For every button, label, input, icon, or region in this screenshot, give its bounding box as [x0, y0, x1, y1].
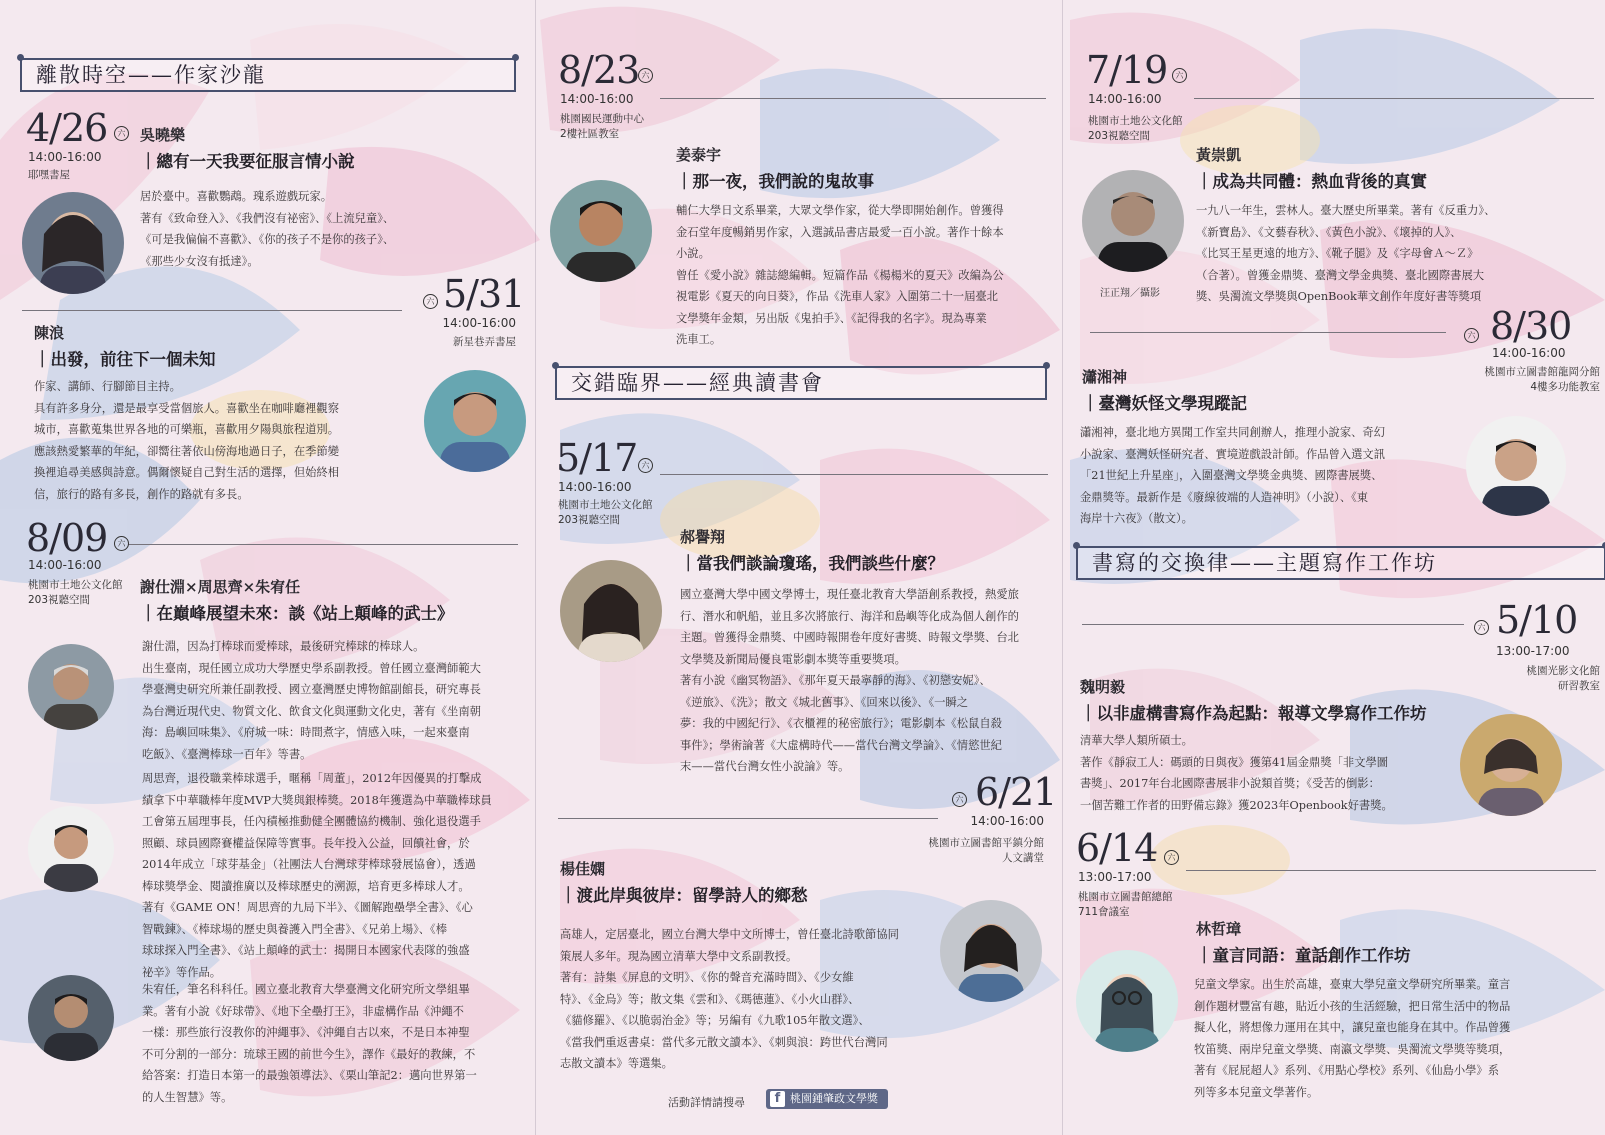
speaker-bio: 一九八一年生，雲林人。臺大歷史所畢業。著有《反重力》、 《新寶島》、《文藝春秋》、《黃色小說》、《壞掉的人》、 《比冥王星更遠的地方》、《靴子腿》及《字母會Ａ～Ｚ》 （合著）。曾獲金鼎獎、臺灣文學金典獎、臺北國際書展大 獎、吳濁流文學獎與OpenBook華文創作年度好書等獎項 — [1196, 204, 1496, 303]
event-time: 13:00-17:00 — [1496, 644, 1570, 658]
event-topic: ｜總有一天我要征服言情小說 — [140, 152, 355, 171]
speaker-name: 林哲璋 — [1196, 920, 1242, 938]
event-time: 14:00-16:00 — [558, 480, 632, 494]
speaker-photo — [22, 192, 124, 294]
event-time: 14:00-16:00 — [1492, 346, 1566, 360]
weekday-badge: 六 — [1474, 620, 1489, 635]
event-venue: 桃園光影文化館 研習教室 — [1526, 665, 1600, 692]
event-date: 8/23 — [558, 48, 640, 92]
weekday-badge: 六 — [638, 68, 653, 83]
event-topic: ｜在巔峰展望未來：談《站上顛峰的武士》 — [140, 604, 454, 623]
event-venue: 桃園市土地公文化館 203視聽空間 — [558, 499, 653, 526]
event-topic: ｜那一夜，我們說的鬼故事 — [676, 172, 874, 191]
event-date: 4/26 — [26, 106, 108, 150]
event-venue: 桃園市立圖書館龍岡分館 4樓多功能教室 — [1484, 366, 1600, 393]
facebook-link[interactable] — [766, 1089, 888, 1109]
divider — [1082, 624, 1464, 625]
speaker-name: 楊佳嫻 — [560, 860, 606, 878]
speaker-bio: 居於臺中。喜歡鸚鵡。瑰系遊戲玩家。 著有《致命登入》、《我們沒有祕密》、《上流兒童》、 《可是我偏偏不喜歡》、《你的孩子不是你的孩子》、 《那些少女沒有抵達》。 — [140, 190, 395, 268]
speaker-bio: 輔仁大學日文系畢業，大眾文學作家，從大學即開始創作。曾獲得 金石堂年度暢銷男作家，入選誠品書店最愛一百小說。著作十餘本 小說。 曾任《愛小說》雜誌總編輯。短篇作品《楊楊米的夏天》改編為公 視電影《夏天的向日葵》，作品《洗車人家》入圍第二十一屆臺北 文學獎年金類，另出版《鬼拍手》、《記得我的名字》。現為專業 洗車工。 — [676, 204, 1004, 346]
divider — [1194, 98, 1594, 99]
facebook-icon: f — [770, 1091, 785, 1107]
event-date: 5/17 — [556, 436, 638, 480]
speaker-name: 謝仕淵×周思齊×朱宥任 — [140, 578, 301, 596]
facebook-page-name: 桃園鍾肇政文學獎 — [790, 1092, 878, 1105]
event-topic: ｜童言同語：童話創作工作坊 — [1196, 946, 1411, 965]
event-date: 6/21 — [975, 770, 1057, 814]
speaker-photo — [28, 806, 114, 892]
weekday-badge: 六 — [638, 458, 653, 473]
event-time: 14:00-16:00 — [28, 150, 102, 164]
weekday-badge: 六 — [1172, 68, 1187, 83]
speaker-bio: 謝仕淵，因為打棒球而愛棒球，最後研究棒球的棒球人。 出生臺南，現任國立成功大學歷史學系副教授。曾任國立臺灣師範大 學臺灣史研究所兼任副教授、國立臺灣歷史博物館副館長，研究專長 為台灣近現代史、物質文化、飲食文化與運動文化史，著有《坐南朝 海：島嶼回味集》、《府城一味：時間煮字，情感入味，一起來臺南 吃飯》、《臺灣棒球一百年》等書。 — [142, 640, 481, 761]
event-venue: 桃園市土地公文化館 203視聽空間 — [1088, 115, 1183, 142]
event-time: 14:00-16:00 — [970, 814, 1044, 828]
speaker-name: 吳曉樂 — [140, 126, 186, 144]
section-title-salon: 離散時空——作家沙龍 — [20, 58, 516, 92]
event-date: 8/09 — [26, 516, 108, 560]
divider — [1186, 870, 1596, 871]
speaker-bio: 國立臺灣大學中國文學博士，現任臺北教育大學語創系教授，熱愛旅 行、潛水和帆船，並且多次將旅行、海洋和島嶼等化成為個人創作的 主題。曾獲得金鼎獎、中國時報開卷年度好書獎、時報文學獎、台北 文學獎及新聞局優良電影劇本獎等重要獎項。 著有小說《幽冥物語》、《那年夏天最寧靜的海》、《初戀安妮》、 《逆旅》、《洗》；散文《城北舊事》、《回來以後》、《一瞬之 夢：我的中國紀行》、《衣櫃裡的秘密旅行》；電影劇本《松鼠自殺 事件》；學術論著《大虛構時代——當代台灣文學論》、《情慾世紀 末——當代台灣女性小說論》等。 — [680, 588, 1019, 773]
event-venue: 耶嘿書屋 — [28, 169, 70, 181]
section-title-workshop: 書寫的交換律——主題寫作工作坊 — [1076, 546, 1605, 580]
event-time: 14:00-16:00 — [28, 558, 102, 572]
speaker-photo — [1466, 416, 1566, 516]
speaker-bio: 兒童文學家。出生於高雄，臺東大學兒童文學研究所畢業。童言 創作題材豐富有趣，貼近小孩的生活經驗，把日常生活中的物品 擬人化，將想像力運用在其中，讓兒童也能身在其中。作品曾獲 牧笛獎、兩岸兒童文學獎、南瀛文學獎、吳濁流文學獎等獎項， 著有《屁屁超人》系列、《用點心學校》系列、《仙島小學》系 列等多本兒童文學著作。 — [1194, 978, 1511, 1099]
event-venue: 桃園市立圖書館平鎮分館 人文講堂 — [928, 837, 1044, 864]
speaker-photo — [940, 900, 1042, 1002]
event-date: 7/19 — [1086, 48, 1168, 92]
speaker-name: 魏明毅 — [1080, 678, 1126, 696]
photo-credit: 汪正翔／攝影 — [1100, 288, 1160, 299]
event-date: 5/10 — [1496, 598, 1578, 642]
speaker-bio: 朱宥任，筆名科科任。國立臺北教育大學臺灣文化研究所文學組畢 業。著有小說《好球帶》、《地下全壘打王》，非虛構作品《沖繩不 一樣：那些旅行沒教你的沖繩事》、《沖繩自古以來，不是日本神聖 不可分割的一部分：琉球王國的前世今生》，譯作《最好的教練，不 給答案：打造日本第一的最強領導法》、《栗山筆記2：邁向世界第一 的人生智慧》等。 — [142, 983, 477, 1104]
speaker-bio: 周思齊，退役職業棒球選手，暱稱「周董」，2012年因優異的打擊成 績拿下中華職棒年度MVP大獎與銀棒獎。2018年獲選為中華職棒球員 工會第五屆理事長，任內積極推動健全團體協約機制、強化退役選手 照顧、球員國際賽權益保障等實事。長年投入公益，回饋社會，於 2014年成立「球芽基金」（社團法人台灣球芽棒球發展協會），透過 棒球獎學金、閱讀推廣以及棒球歷史的溯源，培育更多棒球人才。 著有《GAME ON！周思齊的九局下半》、《圖解跑壘學全書》、《心 智戰鍊》、《棒球場的歷史與養護入門全書》、《兄弟上場》、《棒 球球探入門全書》、《站上顛峰的武士：揭開日本國家代表隊的強盛 祕辛》等作品。 — [142, 772, 492, 979]
event-time: 14:00-16:00 — [1088, 92, 1162, 106]
event-time: 14:00-16:00 — [442, 316, 516, 330]
event-date: 5/31 — [443, 272, 525, 316]
speaker-name: 郝譽翔 — [680, 528, 726, 546]
divider — [22, 310, 402, 311]
weekday-badge: 六 — [1464, 328, 1479, 343]
event-venue: 桃園國民運動中心 2樓社區教室 — [560, 113, 644, 140]
weekday-badge: 六 — [423, 294, 438, 309]
divider — [558, 818, 938, 819]
speaker-bio: 清華大學人類所碩士。 著作《靜寂工人：碼頭的日與夜》獲第41屆金鼎獎「非文學圖 書獎」、2017年台北國際書展非小說類首獎；《受苦的倒影： 一個苦難工作者的田野備忘錄》獲2023年Openbook好書獎。 — [1080, 734, 1393, 812]
divider — [1090, 332, 1446, 333]
event-venue: 桃園市立圖書館總館 711會議室 — [1078, 891, 1173, 918]
event-topic: ｜成為共同體：熱血背後的真實 — [1196, 172, 1427, 191]
event-topic: ｜臺灣妖怪文學現蹤記 — [1082, 394, 1247, 413]
weekday-badge: 六 — [952, 792, 967, 807]
divider — [128, 544, 518, 545]
fold-line — [1062, 0, 1063, 1135]
event-time: 13:00-17:00 — [1078, 870, 1152, 884]
speaker-name: 姜泰宇 — [676, 146, 722, 164]
speaker-photo — [1460, 714, 1562, 816]
speaker-photo — [1082, 170, 1184, 272]
section-title-reading: 交錯臨界——經典讀書會 — [555, 366, 1047, 400]
weekday-badge: 六 — [114, 536, 129, 551]
weekday-badge: 六 — [1164, 850, 1179, 865]
speaker-bio: 瀟湘神，臺北地方異聞工作室共同創辦人，推理小說家、奇幻 小說家、臺灣妖怪研究者、實境遊戲設計師。作品曾入選文訊 「21世紀上升星座」，入圍臺灣文學獎金典獎、國際書展獎、 金鼎獎等。最新作是《廢線彼端的人造神明》（小說）、《東 海岸十六夜》（散文）。 — [1080, 426, 1386, 525]
speaker-photo — [28, 975, 114, 1061]
speaker-bio: 高雄人，定居臺北，國立台灣大學中文所博士，曾任臺北詩歌節協同 策展人多年。現為國立清華大學中文系副教授。 著有：詩集《屏息的文明》、《你的聲音充滿時間》、《少女維 特》、《金烏》等；散文集《雲和》、《瑪德蓮》、《小火山群》、 《貓修羅》、《以脆弱治金》等；另編有《九歌105年散文選》、 《當我們重返書桌：當代多元散文讀本》、《刺與浪：跨世代台灣同 志散文讀本》等選集。 — [560, 928, 899, 1070]
fold-line — [535, 0, 536, 1135]
event-venue: 桃園市土地公文化館 203視聽空間 — [28, 579, 123, 606]
speaker-photo — [550, 180, 652, 282]
speaker-name: 陳浪 — [34, 324, 65, 342]
footer-label: 活動詳情請搜尋 — [668, 1096, 745, 1109]
speaker-photo — [424, 370, 526, 472]
event-topic: ｜出發，前往下一個未知 — [34, 350, 216, 369]
speaker-bio: 作家、講師、行腳節目主持。 具有許多身分，還是最享受當個旅人。喜歡坐在咖啡廳裡觀察 城市，喜歡蒐集世界各地的可樂瓶，喜歡用夕陽與旅程道別。 應該熱愛繁華的年紀，卻嚮往著依山傍海地過日子，在季節變 換裡追尋美感與詩意。偶爾懷疑自己對生活的選擇，但始終相 信，旅行的路有多長，創作的路就有多長。 — [34, 380, 340, 501]
event-venue: 新星巷弄書屋 — [453, 336, 516, 348]
speaker-photo — [560, 560, 662, 662]
speaker-photo — [1076, 950, 1178, 1052]
speaker-name: 黃崇凱 — [1196, 146, 1242, 164]
weekday-badge: 六 — [114, 126, 129, 141]
event-topic: ｜以非虛構書寫作為起點：報導文學寫作工作坊 — [1080, 704, 1427, 723]
event-date: 8/30 — [1490, 304, 1572, 348]
speaker-name: 瀟湘神 — [1082, 368, 1128, 386]
event-date: 6/14 — [1076, 826, 1158, 870]
event-topic: ｜當我們談論瓊瑤，我們談些什麼？ — [680, 554, 944, 573]
event-topic: ｜渡此岸與彼岸：留學詩人的鄉愁 — [560, 886, 808, 905]
speaker-photo — [28, 644, 114, 730]
divider — [660, 474, 1048, 475]
divider — [660, 98, 1046, 99]
event-time: 14:00-16:00 — [560, 92, 634, 106]
